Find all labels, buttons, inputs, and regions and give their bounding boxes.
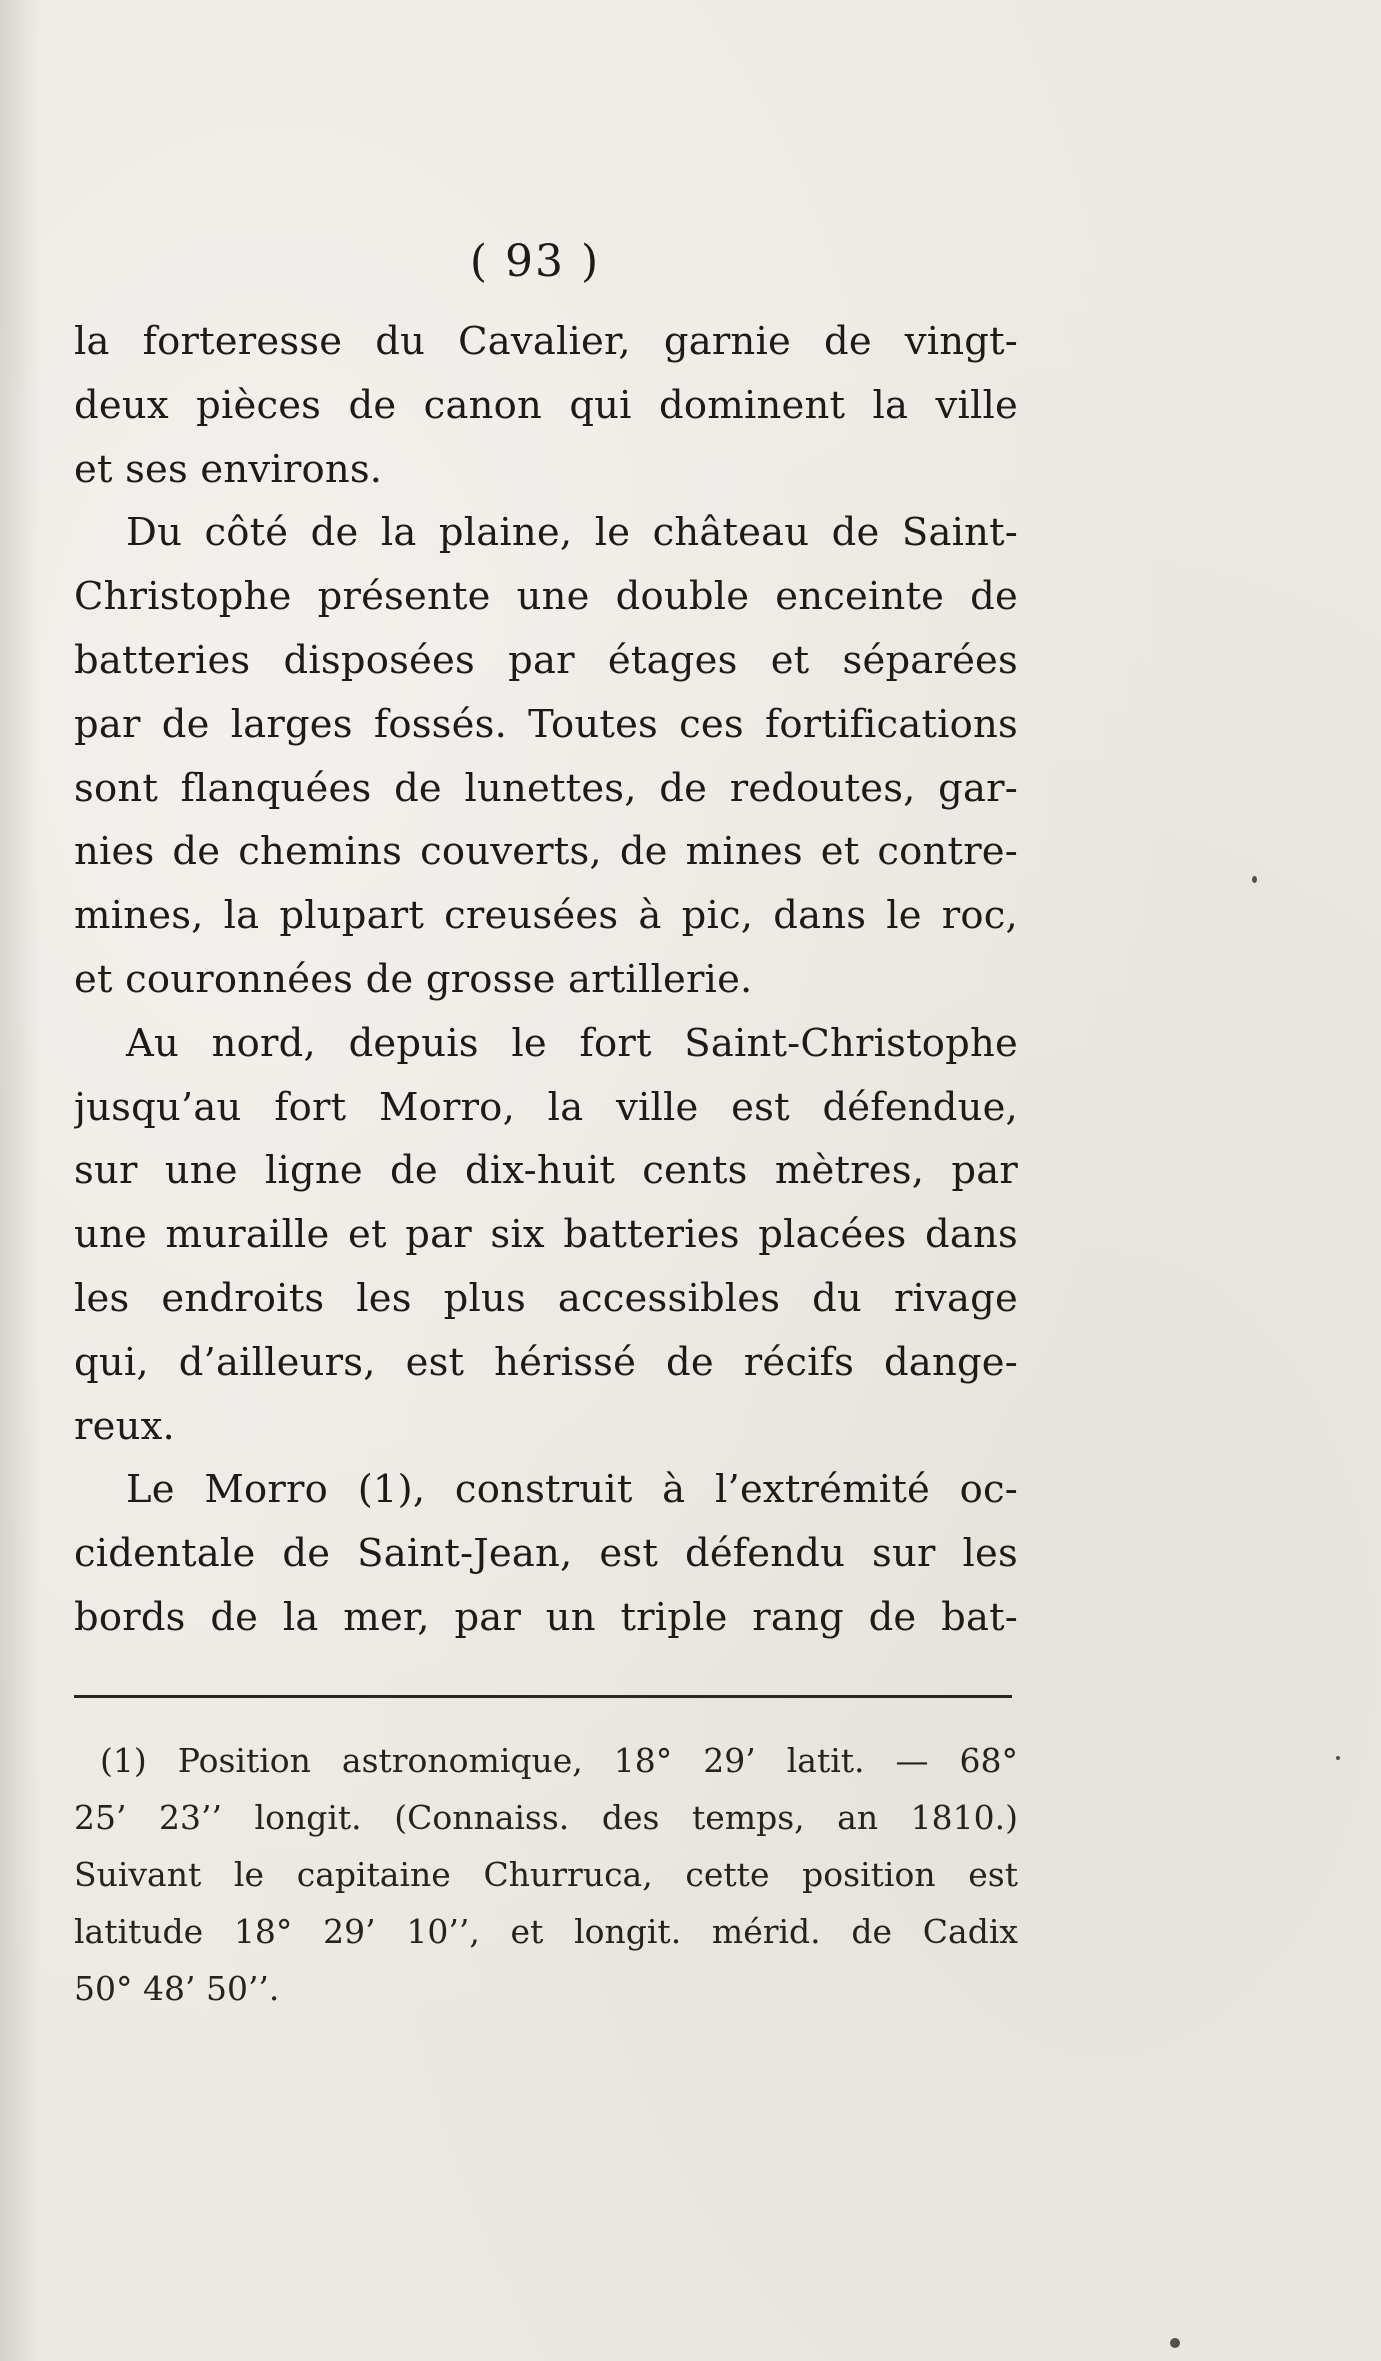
body-line: par de larges fossés. Toutes ces fortifications — [74, 701, 1018, 747]
paper-speck — [1170, 2338, 1180, 2348]
body-line: mines, la plupart creusées à pic, dans le roc, — [74, 893, 1018, 939]
footnote-line: (1) Position astronomique, 18° 29’ latit. — 68° — [100, 1741, 1018, 1780]
body-line: Au nord, depuis le fort Saint-Christophe — [126, 1020, 1018, 1066]
body-line: deux pièces de canon qui dominent la ville — [74, 382, 1018, 428]
body-line: sur une ligne de dix-huit cents mètres, par — [74, 1148, 1018, 1194]
body-line: Le Morro (1), construit à l’extrémité oc- — [126, 1467, 1018, 1513]
body-line: cidentale de Saint-Jean, est défendu sur les — [74, 1531, 1018, 1577]
body-line: sont flanquées de lunettes, de redoutes, gar- — [74, 765, 1018, 811]
footnote-line: Suivant le capitaine Churruca, cette position est — [74, 1855, 1018, 1894]
paper-speck — [1252, 876, 1257, 883]
body-line: qui, d’ailleurs, est hérissé de récifs dange- — [74, 1339, 1018, 1385]
gutter-shadow — [0, 0, 40, 2361]
body-line: batteries disposées par étages et séparées — [74, 637, 1018, 683]
body-line: nies de chemins couverts, de mines et contre- — [74, 829, 1018, 875]
body-text — [74, 310, 1018, 1650]
body-line: Christophe présente une double enceinte de — [74, 574, 1018, 620]
footnote — [74, 1732, 1018, 2017]
footnote-line: 25’ 23’’ longit. (Connaiss. des temps, an 1810.) — [74, 1798, 1018, 1837]
body-line: Du côté de la plaine, le château de Saint- — [126, 510, 1018, 556]
footnote-line: 50° 48’ 50’’. — [74, 1969, 280, 2008]
body-line: reux. — [74, 1403, 175, 1449]
body-line: les endroits les plus accessibles du rivage — [74, 1275, 1018, 1321]
body-line: et ses environs. — [74, 446, 383, 492]
footnote-separator-rule — [74, 1695, 1012, 1698]
paper-speck — [1336, 1756, 1340, 1760]
footnote-line: latitude 18° 29’ 10’’, et longit. mérid. de Cadix — [74, 1912, 1018, 1951]
body-line: la forteresse du Cavalier, garnie de vingt- — [74, 319, 1018, 364]
body-line: bords de la mer, par un triple rang de bat- — [74, 1594, 1018, 1640]
page-number: ( 93 ) — [469, 236, 601, 287]
body-line: et couronnées de grosse artillerie. — [74, 956, 753, 1002]
body-line: jusqu’au fort Morro, la ville est défendue, — [74, 1084, 1018, 1130]
body-line: une muraille et par six batteries placées dans — [74, 1212, 1018, 1258]
